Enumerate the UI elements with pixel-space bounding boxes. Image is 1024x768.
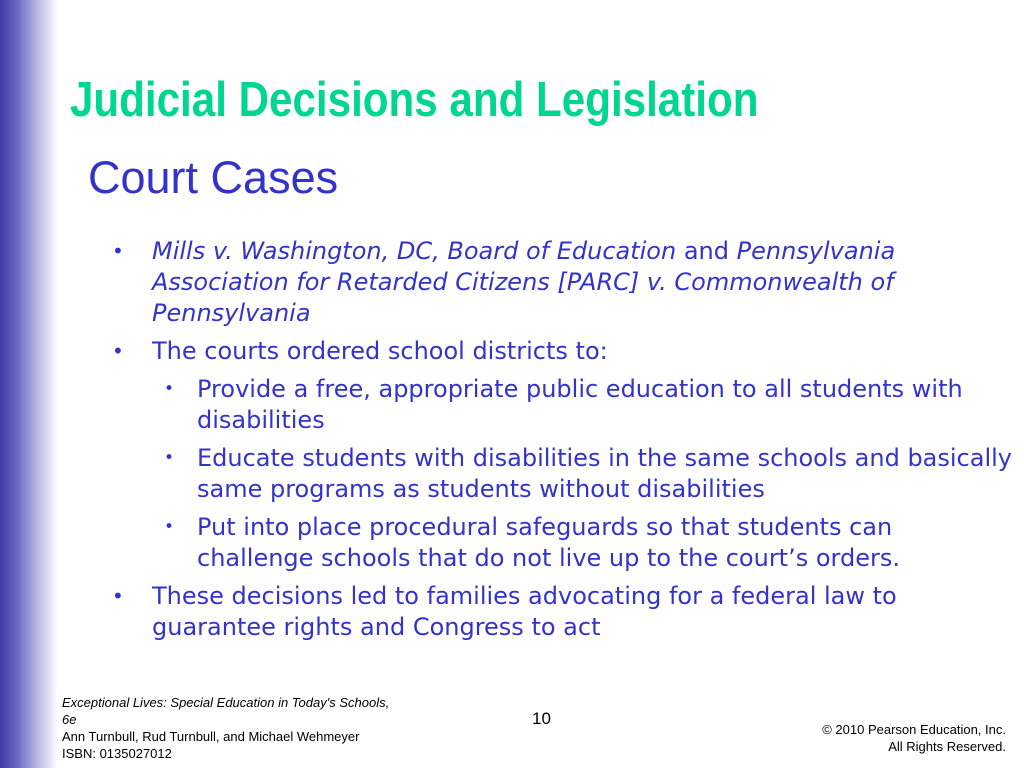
sub-bullet-icon: • bbox=[164, 448, 175, 468]
page-number: 10 bbox=[532, 709, 551, 728]
book-title: Exceptional Lives: Special Education in Today's Schools, 6e bbox=[62, 695, 390, 727]
bullet-text: These decisions led to families advocating for a federal law to guarantee rights and Congress to act bbox=[152, 582, 897, 641]
bullet-icon: • bbox=[112, 339, 124, 363]
slide-subtitle: Court Cases bbox=[88, 152, 339, 203]
sub-bullet-icon: • bbox=[164, 379, 175, 399]
sub-bullet-text: Put into place procedural safeguards so that students can challenge schools that do not live up to the court’s orders. bbox=[197, 513, 900, 572]
bullet-item-legislation bbox=[112, 581, 1012, 643]
rights-line: All Rights Reserved. bbox=[888, 739, 1006, 754]
sub-bullet-item bbox=[152, 443, 1012, 505]
footer-citation bbox=[62, 694, 392, 762]
footer-copyright bbox=[822, 721, 1006, 755]
bullet-text: The courts ordered school districts to: bbox=[152, 337, 608, 365]
bullet-icon: • bbox=[112, 584, 124, 608]
sub-bullet-text: Provide a free, appropriate public education to all students with disabilities bbox=[197, 375, 963, 434]
book-authors: Ann Turnbull, Rud Turnbull, and Michael Wehmeyer bbox=[62, 729, 360, 744]
sub-bullet-icon: • bbox=[164, 517, 175, 537]
bullet-list bbox=[112, 236, 1012, 650]
sub-bullet-item bbox=[152, 374, 1012, 436]
bullet-icon: • bbox=[112, 239, 124, 263]
conjunction: and bbox=[683, 237, 729, 265]
case-parc: Pennsylvania Association for Retarded Citizens [PARC] v. Commonwealth of Pennsylvania bbox=[152, 237, 896, 327]
copyright-line: © 2010 Pearson Education, Inc. bbox=[822, 722, 1006, 737]
slide-title: Judicial Decisions and Legislation bbox=[70, 73, 759, 127]
case-mills: Mills v. Washington, DC, Board of Education bbox=[152, 237, 677, 265]
decorative-sidebar bbox=[0, 0, 58, 768]
bullet-item-court-cases bbox=[112, 236, 1012, 329]
sub-bullet-text: Educate students with disabilities in the same schools and basically same programs as students without disabilities bbox=[197, 444, 1012, 503]
book-isbn: ISBN: 0135027012 bbox=[62, 746, 172, 761]
sub-bullet-item bbox=[152, 512, 1012, 574]
bullet-item-orders bbox=[112, 336, 1012, 367]
